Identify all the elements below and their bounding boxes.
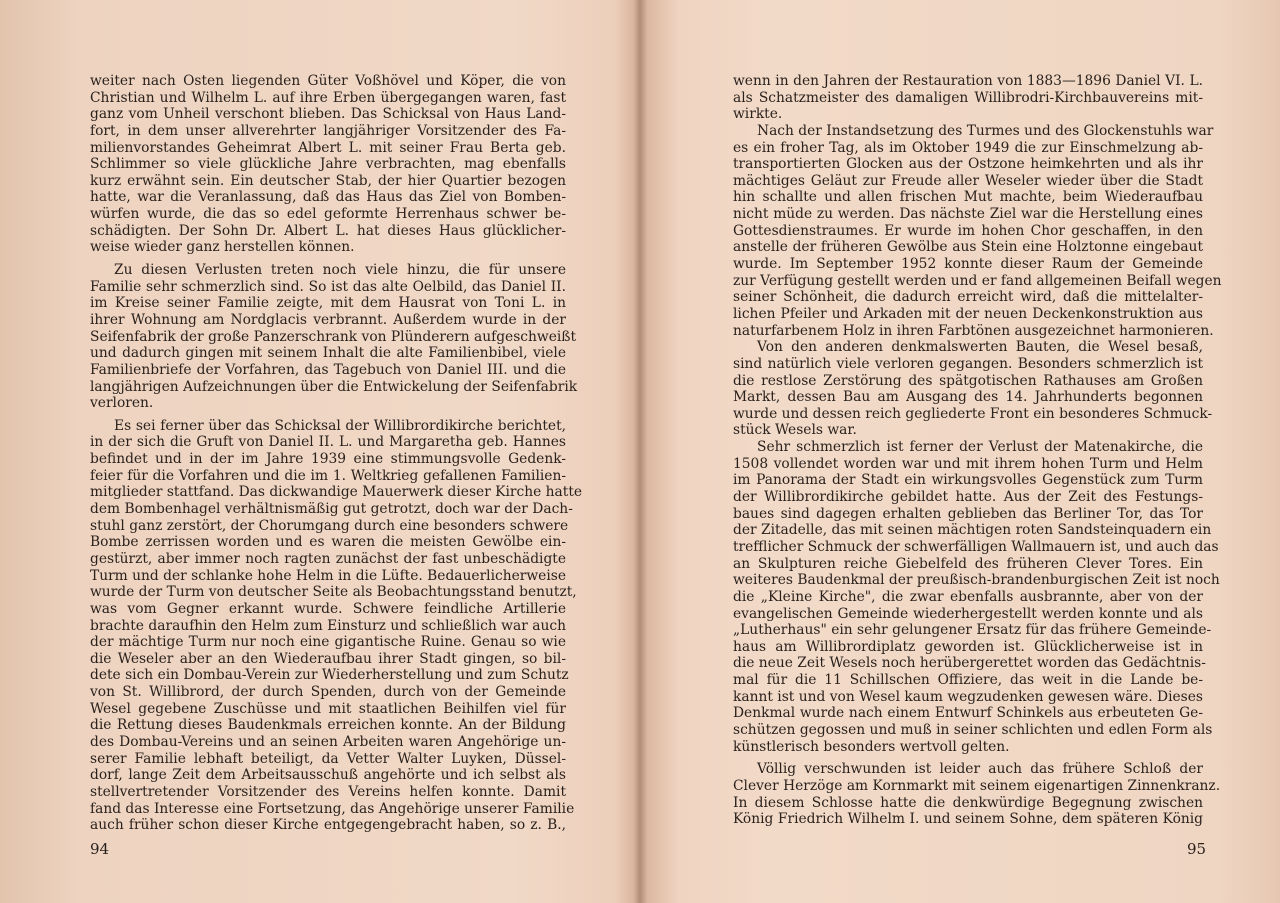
- text-line: König Friedrich Wilhelm I. und seinem Sohne, dem späteren König: [733, 811, 1203, 828]
- text-line: wurde. Im September 1952 konnte dieser Raum der Gemeinde: [733, 256, 1203, 273]
- text-line: die „Kleine Kirche", die zwar ebenfalls ausbrannte, aber von der: [733, 588, 1203, 605]
- text-line: künstlerisch besonders wertvoll gelten.: [733, 738, 1010, 755]
- text-line: milienvorstandes Geheimrat Albert L. mit seiner Frau Berta geb.: [90, 139, 566, 156]
- text-line: Völlig verschwunden ist leider auch das frühere Schloß der: [757, 761, 1203, 778]
- text-line: stellvertretender Vorsitzender des Vereins helfen konnte. Damit: [90, 783, 566, 800]
- text-line: die restlose Zerstörung des spätgotischen Rathauses am Großen: [733, 372, 1203, 389]
- text-line: weiter nach Osten liegenden Güter Voßhövel und Köper, die von: [90, 73, 566, 89]
- text-line: Turm und der schlanke hohe Helm in die Lüfte. Bedauerlicherweise: [90, 567, 566, 584]
- text-line: im Panorama der Stadt ein wirkungsvolles Gegenstück zum Turm: [733, 472, 1203, 489]
- text-line: wenn in den Jahren der Restauration von 1883—1896 Daniel VI. L.: [733, 73, 1203, 89]
- text-line: stuhl ganz zerstört, der Chorumgang durch eine besonders schwere: [90, 517, 569, 534]
- text-line: schädigten. Der Sohn Dr. Albert L. hat dieses Haus glücklicher-: [90, 222, 566, 239]
- text-line: stück Wesels war.: [733, 422, 857, 439]
- text-line: des Dombau-Vereins und an seinen Arbeiten waren Angehörige un-: [90, 733, 566, 750]
- text-line: der mächtige Turm nur noch eine gigantische Ruine. Genau so wie: [90, 634, 566, 651]
- text-line: von St. Willibrord, der durch Spenden, durch von der Gemeinde: [90, 684, 566, 701]
- text-line: sind natürlich viele verloren gegangen. Besonders schmerzlich ist: [733, 355, 1203, 372]
- text-line: evangelischen Gemeinde wiederhergestellt werden konnte und als: [733, 605, 1203, 622]
- text-line: lichen Pfeiler und Arkaden mit der neuen Deckenkonstruktion aus: [733, 305, 1203, 322]
- text-line: verloren.: [90, 395, 154, 412]
- text-line: Zu diesen Verlusten treten noch viele hinzu, die für unsere: [114, 262, 566, 279]
- text-line: 1508 vollendet worden war und mit ihrem hohen Turm und Helm: [733, 455, 1203, 472]
- text-line: als Schatzmeister des damaligen Willibrodri-Kirchbauvereins mit-: [733, 89, 1203, 106]
- text-line: dorf, lange Zeit dem Arbeitsausschuß angehörte und ich selbst als: [90, 767, 566, 784]
- text-line: Wesel gegebene Zuschüsse und mit staatlichen Beihilfen viel für: [90, 700, 566, 717]
- text-line: wirkte.: [733, 106, 783, 123]
- text-line: fort, in dem unser allverehrter langjähriger Vorsitzender des Fa-: [90, 122, 566, 139]
- text-line: wurde und dessen reich gegliederte Front ein besonderes Schmuck-: [733, 405, 1213, 422]
- text-line: In diesem Schlosse hatte die denkwürdige Begegnung zwischen: [733, 794, 1203, 811]
- text-line: Seifenfabrik der große Panzerschrank von Plünderern aufgeschweißt: [90, 328, 577, 345]
- text-line: Christian und Wilhelm L. auf ihre Erben übergegangen waren, fast: [90, 89, 566, 106]
- text-line: mitglieder stattfand. Das dickwandige Mauerwerk dieser Kirche hatte: [90, 484, 583, 501]
- text-line: was vom Gegner erkannt wurde. Schwere feindliche Artillerie: [90, 600, 566, 617]
- text-line: naturfarbenem Holz in ihren Farbtönen ausgezeichnet harmonieren.: [733, 322, 1214, 339]
- text-line: mächtiges Geläut zur Freude aller Weseler wieder über die Stadt: [733, 172, 1203, 189]
- text-line: trefflicher Schmuck der schwerfälligen Wallmauern ist, und auch das: [733, 538, 1219, 555]
- text-line: im Kreise seiner Familie zeigte, mit dem Hausrat von Toni L. in: [90, 295, 566, 312]
- text-line: Markt, dessen Bau am Ausgang des 14. Jahrhunderts begonnen: [733, 389, 1203, 406]
- text-line: gestürzt, aber immer noch ragten zunächst der fast unbeschädigte: [90, 550, 566, 567]
- text-line: würfen wurde, die das so edel geformte Herrenhaus schwer be-: [90, 206, 566, 223]
- text-line: an Skulpturen reiche Giebelfeld des früheren Clever Tores. Ein: [733, 555, 1203, 572]
- text-line: weise wieder ganz herstellen können.: [90, 239, 355, 256]
- text-line: hin schallte und allen frischen Mut machte, beim Wiederaufbau: [733, 189, 1203, 206]
- text-line: der Willibrordikirche gebildet hatte. Aus der Zeit des Festungs-: [733, 489, 1203, 506]
- text-line: transportierten Glocken aus der Ostzone heimkehrten und als ihr: [733, 156, 1203, 173]
- text-line: Nach der Instandsetzung des Turmes und des Glockenstuhls war: [757, 122, 1214, 139]
- text-line: fand das Interesse eine Fortsetzung, das Angehörige unserer Familie: [90, 800, 575, 817]
- text-line: befindet und in der im Jahre 1939 eine stimmungsvolle Gedenk-: [90, 451, 566, 468]
- left-page-text: [90, 73, 583, 834]
- text-line: der Zitadelle, das mit seinen mächtigen roten Sandsteinquadern ein: [733, 522, 1212, 539]
- text-line: auch früher schon dieser Kirche entgegengebracht haben, so z. B.,: [90, 817, 566, 834]
- text-line: dete sich ein Dombau-Verein zur Wiederherstellung und zum Schutz: [90, 667, 569, 684]
- text-line: feier für die Vorfahren und die im 1. Weltkrieg gefallenen Familien-: [90, 467, 566, 484]
- text-line: Denkmal wurde nach einem Entwurf Schinkels aus erbeuteten Ge-: [733, 705, 1203, 722]
- text-line: brachte daraufhin den Helm zum Einsturz und schließlich war auch: [90, 617, 566, 634]
- text-line: Clever Herzöge am Kornmarkt mit seinem eigenartigen Zinnenkranz.: [733, 777, 1221, 794]
- text-line: Sehr schmerzlich ist ferner der Verlust der Matenakirche, die: [757, 439, 1203, 456]
- text-line: Gottesdienstraumes. Er wurde im hohen Chor geschaffen, in den: [733, 222, 1203, 239]
- text-line: haus am Willibrordiplatz geworden ist. Glücklicherweise ist in: [733, 638, 1203, 655]
- text-line: Familie sehr schmerzlich sind. So ist das alte Oelbild, das Daniel II.: [90, 278, 566, 295]
- text-line: mal für die 11 Schillschen Offiziere, das weit in die Lande be-: [733, 672, 1203, 689]
- text-line: Schlimmer so viele glückliche Jahre verbrachten, mag ebenfalls: [90, 156, 566, 173]
- text-line: kannt ist und von Wesel kaum wegzudenken gewesen wäre. Dieses: [733, 688, 1203, 705]
- text-line: die Weseler aber an den Wiederaufbau ihrer Stadt gingen, so bil-: [90, 650, 566, 667]
- text-line: Bombe zerrissen worden und es waren die meisten Gewölbe ein-: [90, 534, 566, 551]
- text-line: Von den anderen denkmalswerten Bauten, die Wesel besaß,: [757, 339, 1203, 356]
- right-page-number: 95: [1187, 840, 1207, 858]
- text-line: und dadurch gingen mit seinem Inhalt die alte Familienbibel, viele: [90, 345, 566, 362]
- right-page: [640, 0, 1280, 903]
- text-line: zur Verfügung gestellt werden und er fand allgemeinen Beifall wegen: [733, 272, 1222, 289]
- text-line: seiner Schönheit, die dadurch erreicht wird, daß die mittelalter-: [733, 289, 1203, 306]
- text-line: ihrer Wohnung am Nordglacis verbrannt. Außerdem wurde in der: [90, 311, 566, 328]
- text-line: schützen gegossen und muß in seiner schlichten und edlen Form als: [733, 721, 1213, 738]
- text-line: kurz erwähnt sein. Ein deutscher Stab, der hier Quartier bezogen: [90, 172, 566, 189]
- text-line: „Lutherhaus" ein sehr gelungener Ersatz für das frühere Gemeinde-: [733, 622, 1212, 639]
- text-line: die neue Zeit Wesels noch herübergerettet worden das Gedächtnis-: [733, 655, 1206, 672]
- text-line: in der sich die Gruft von Daniel II. L. und Margaretha geb. Hannes: [90, 434, 566, 451]
- left-page-number: 94: [90, 840, 110, 858]
- text-line: hatte, war die Veranlassung, daß das Haus das Ziel von Bomben-: [90, 189, 566, 206]
- text-line: Es sei ferner über das Schicksal der Willibrordikirche berichtet,: [114, 417, 566, 434]
- text-line: Familienbriefe der Vorfahren, das Tagebuch von Daniel III. und die: [90, 361, 566, 378]
- text-line: nicht müde zu werden. Das nächste Ziel war die Herstellung eines: [733, 206, 1203, 223]
- text-line: weiteres Baudenkmal der preußisch-brandenburgischen Zeit ist noch: [733, 572, 1220, 589]
- text-line: anstelle der früheren Gewölbe aus Stein eine Holztonne eingebaut: [733, 239, 1203, 256]
- text-line: dem Bombenhagel verhältnismäßig gut getrotzt, doch war der Dach-: [90, 501, 573, 518]
- right-page-text: [733, 73, 1222, 828]
- text-line: die Rettung dieses Baudenkmals erreichen konnte. An der Bildung: [90, 717, 566, 734]
- text-line: serer Familie lebhaft beteiligt, da Vetter Walter Luyken, Düssel-: [90, 750, 566, 767]
- text-line: baues sind dagegen erhalten geblieben das Berliner Tor, das Tor: [733, 505, 1203, 522]
- text-line: ganz vom Unheil verschont blieben. Das Schicksal von Haus Land-: [90, 106, 566, 123]
- text-line: langjährigen Aufzeichnungen über die Entwickelung der Seifenfabrik: [90, 378, 578, 395]
- text-line: es ein froher Tag, als im Oktober 1949 die zur Einschmelzung ab-: [733, 139, 1203, 156]
- text-line: wurde der Turm von deutscher Seite als Beobachtungsstand benutzt,: [90, 584, 577, 601]
